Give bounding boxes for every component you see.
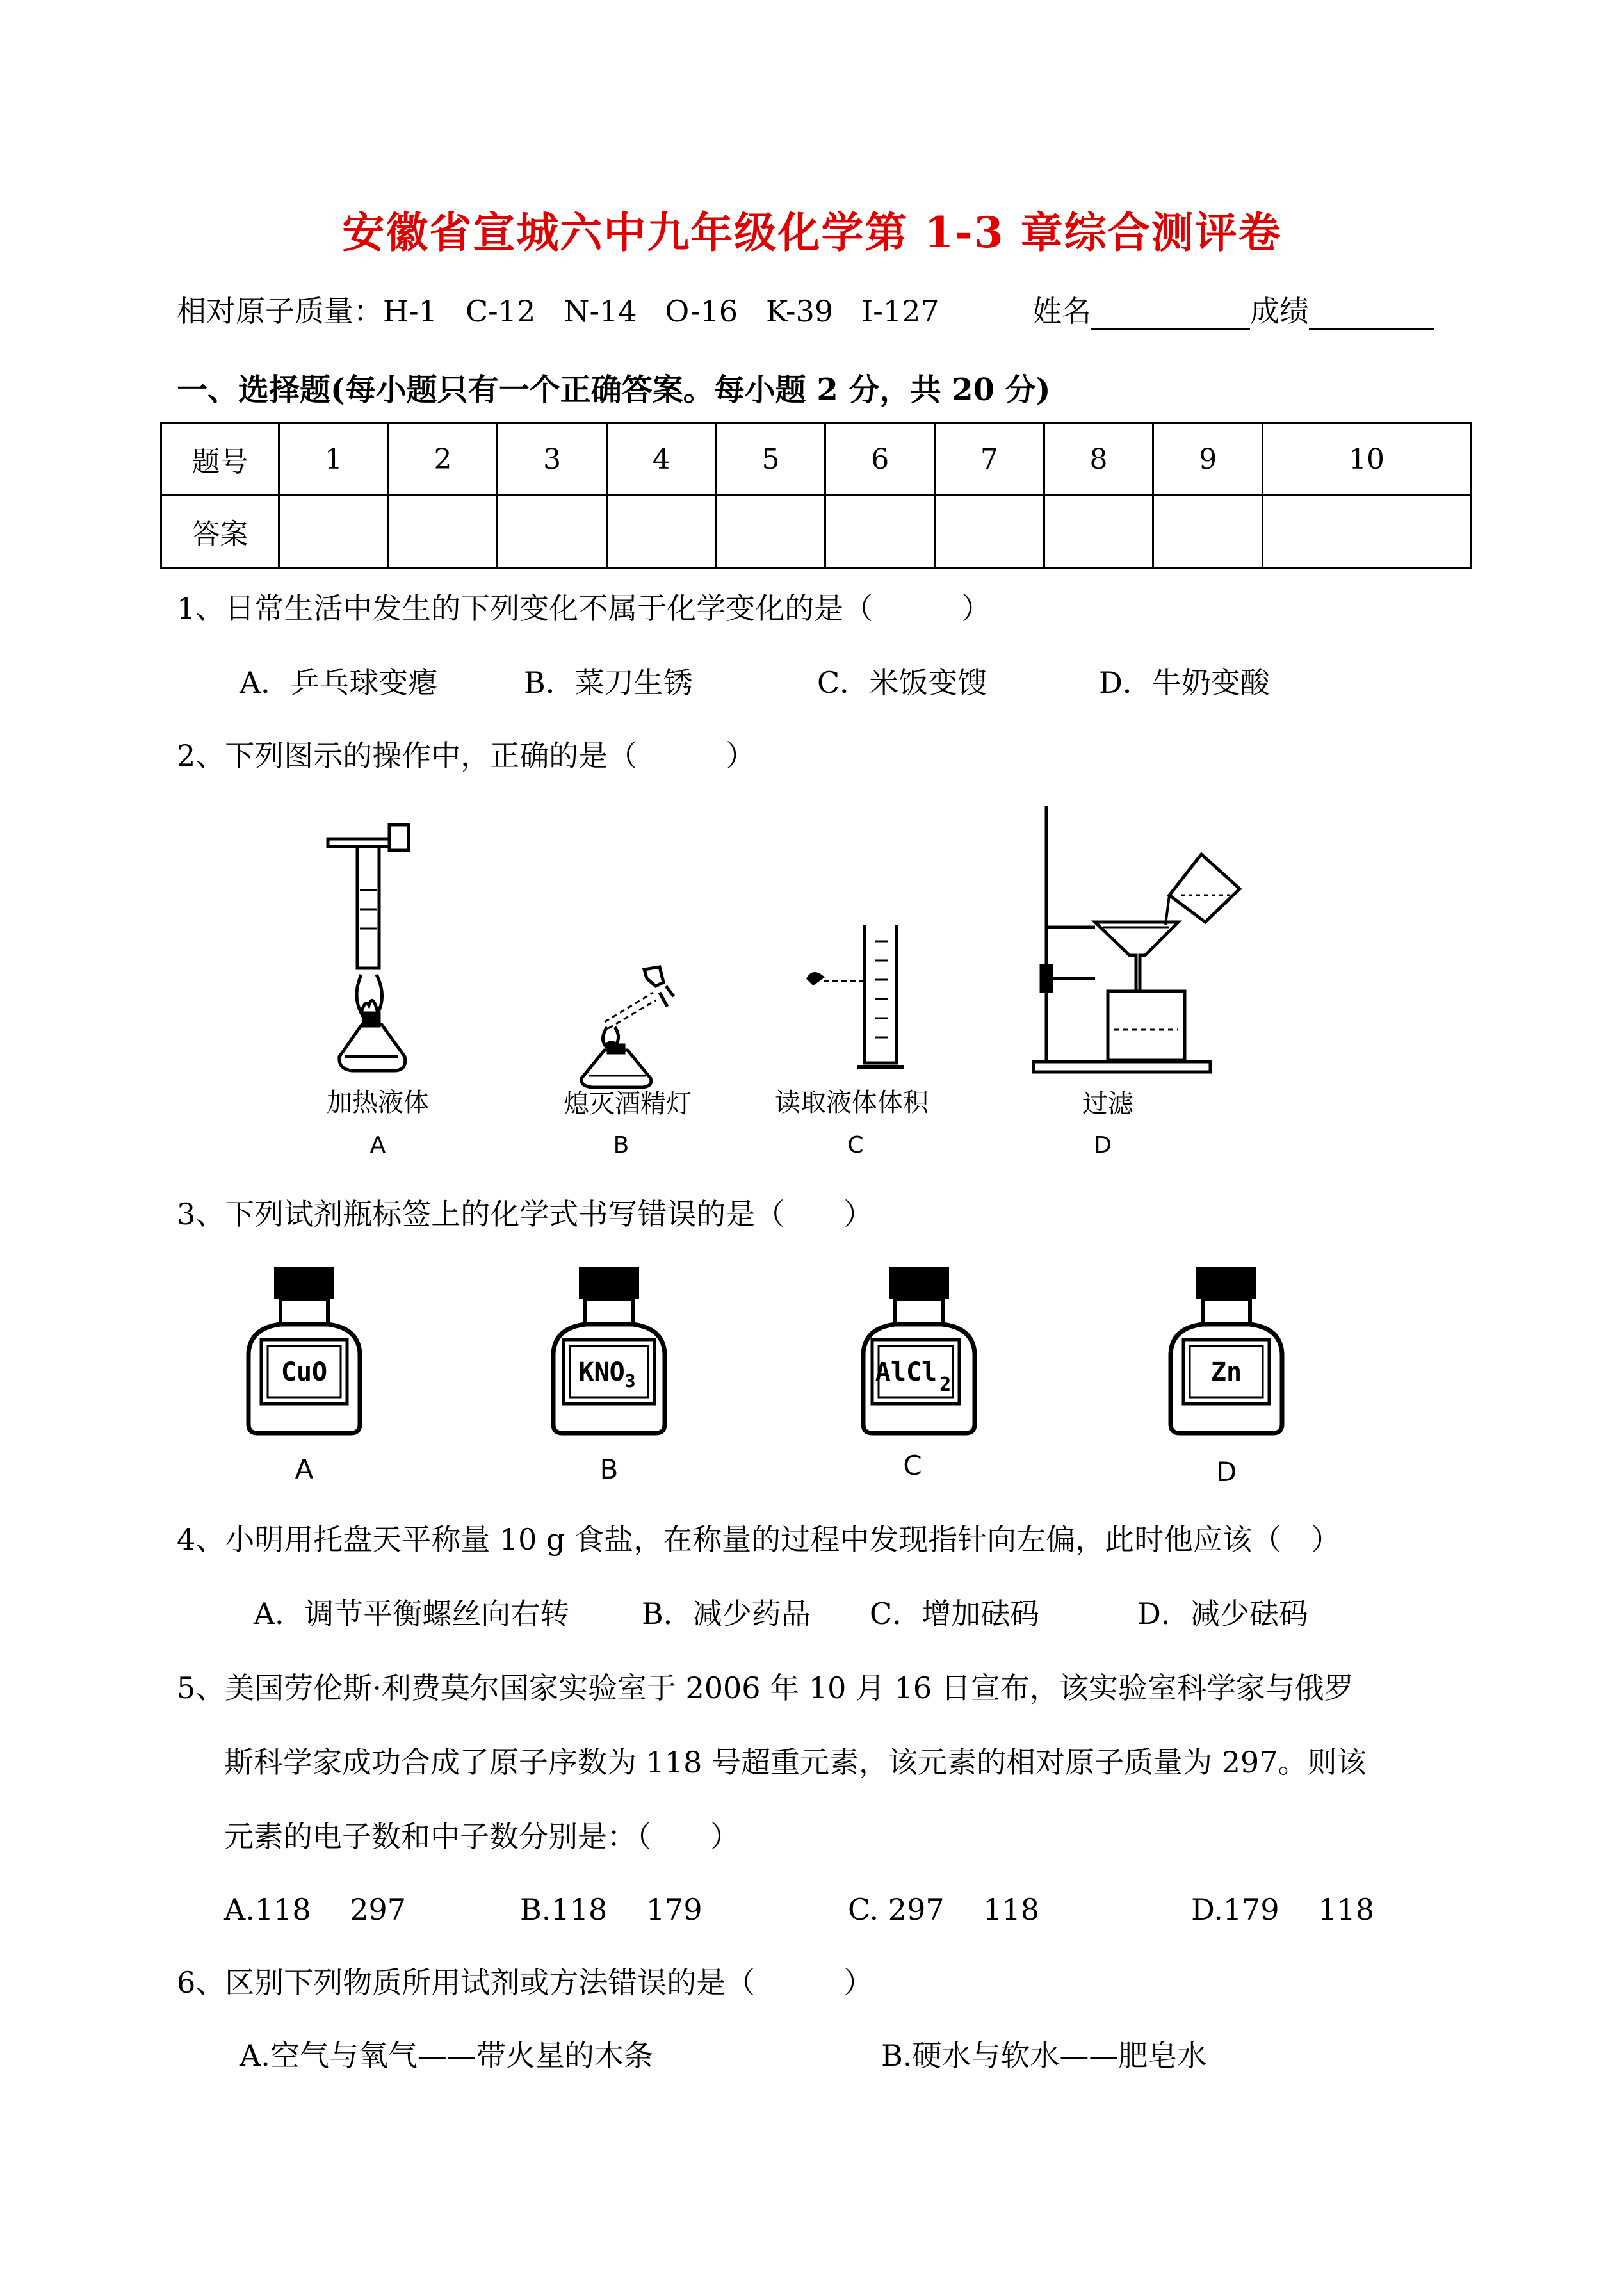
question-5-stem-line-3: 元素的电子数和中子数分别是：（ ）	[224, 1819, 740, 1854]
answer-cell[interactable]	[825, 496, 935, 568]
q6-option-b: B.硬水与软水——肥皂水	[881, 2038, 1207, 2073]
bottle-a-formula: CuO	[280, 1358, 328, 1387]
question-4-stem: 4、小明用托盘天平称量 10 g 食盐，在称量的过程中发现指针向左偏，此时他应该（ ）	[177, 1522, 1341, 1557]
mass-i: I-127	[861, 294, 939, 328]
fig-d-letter: D	[1094, 1132, 1112, 1158]
mass-k: K-39	[766, 294, 834, 328]
question-1-stem: 1、日常生活中发生的下列变化不属于化学变化的是（ ）	[177, 591, 991, 626]
q5-option-c: C. 297 118	[848, 1892, 1040, 1927]
table-row-answers	[161, 496, 1471, 568]
name-score-fields	[1032, 292, 1434, 330]
answer-cell[interactable]	[1263, 496, 1471, 568]
fig-a-label: 加热液体	[327, 1088, 429, 1117]
score-field[interactable]	[1309, 298, 1434, 330]
q1-option-b: B．菜刀生锈	[524, 665, 693, 700]
answer-cell[interactable]	[279, 496, 389, 568]
fig-b-letter: B	[613, 1132, 629, 1158]
question-number-cell: 4	[607, 423, 717, 496]
mass-n: N-14	[564, 294, 637, 328]
reagent-bottle-d	[1165, 1264, 1287, 1437]
extinguish-lamp-figure	[564, 961, 704, 1089]
score-label: 成绩	[1250, 294, 1309, 328]
q4-option-d: D．减少砝码	[1137, 1596, 1308, 1631]
q4-option-b: B．减少药品	[642, 1596, 811, 1631]
question-number-cell: 2	[388, 423, 498, 496]
bottle-c-letter: C	[903, 1450, 922, 1481]
q4-option-c: C．增加砝码	[870, 1596, 1040, 1631]
reagent-bottle-c	[858, 1264, 980, 1437]
row-label-number: 题号	[161, 423, 279, 496]
q1-option-c: C．米饭变馊	[817, 665, 987, 700]
question-number-cell: 6	[825, 423, 935, 496]
reagent-bottle-a	[243, 1264, 365, 1437]
bottle-b-formula: KNO	[578, 1358, 625, 1387]
reagent-bottle-b	[548, 1264, 670, 1437]
q1-option-a: A．乒乓球变瘪	[240, 665, 438, 700]
answer-table	[160, 422, 1472, 569]
name-field[interactable]	[1091, 298, 1250, 330]
question-5-stem-line-1: 5、美国劳伦斯·利费莫尔国家实验室于 2006 年 10 月 16 日宣布，该实验室科学家与俄罗	[177, 1671, 1354, 1705]
q5-option-b: B.118 179	[520, 1892, 702, 1927]
question-number-cell: 3	[498, 423, 607, 496]
answer-cell[interactable]	[1044, 496, 1153, 568]
read-volume-figure	[794, 916, 922, 1082]
answer-cell[interactable]	[1153, 496, 1263, 568]
bottle-b-letter: B	[599, 1454, 619, 1485]
atomic-masses-line	[177, 292, 939, 330]
mass-c: C-12	[465, 294, 536, 328]
question-3-stem: 3、下列试剂瓶标签上的化学式书写错误的是（ ）	[177, 1197, 873, 1231]
name-label: 姓名	[1032, 294, 1091, 328]
question-number-cell: 8	[1044, 423, 1153, 496]
bottle-a-letter: A	[295, 1454, 314, 1485]
page-title: 安徽省宣城六中九年级化学第 1-3 章综合测评卷	[342, 207, 1282, 257]
q5-option-d: D.179 118	[1191, 1892, 1375, 1927]
bottle-d-letter: D	[1215, 1456, 1237, 1488]
bottle-b-subscript: 3	[624, 1370, 636, 1391]
masses-label: 相对原子质量：	[177, 294, 383, 328]
q1-option-d: D．牛奶变酸	[1099, 665, 1270, 700]
q5-option-a: A.118 297	[224, 1892, 407, 1927]
answer-cell[interactable]	[607, 496, 717, 568]
question-number-cell: 5	[716, 423, 825, 496]
fig-b-label: 熄灭酒精灯	[564, 1089, 692, 1119]
question-6-stem: 6、区别下列物质所用试剂或方法错误的是（ ）	[177, 1965, 873, 2000]
q6-option-a: A.空气与氧气——带火星的木条	[240, 2038, 653, 2073]
q4-option-a: A．调节平衡螺丝向右转	[254, 1596, 570, 1631]
answer-cell[interactable]	[498, 496, 607, 568]
filtration-figure	[1025, 799, 1268, 1081]
heating-liquid-figure	[307, 813, 435, 1082]
fig-a-letter: A	[369, 1132, 386, 1158]
bottle-c-subscript: 2	[939, 1374, 952, 1396]
answer-cell[interactable]	[935, 496, 1044, 568]
row-label-answer: 答案	[161, 496, 279, 568]
question-number-cell: 7	[935, 423, 1044, 496]
answer-cell[interactable]	[388, 496, 498, 568]
question-2-stem: 2、下列图示的操作中，正确的是（ ）	[177, 738, 756, 773]
question-5-stem-line-2: 斯科学家成功合成了原子序数为 118 号超重元素，该元素的相对原子质量为 297。则该	[224, 1745, 1367, 1780]
mass-h: H-1	[383, 294, 437, 328]
answer-cell[interactable]	[716, 496, 825, 568]
section-heading: 一、选择题(每小题只有一个正确答案。每小题 2 分，共 20 分)	[177, 372, 1051, 408]
fig-c-label: 读取液体体积	[775, 1088, 929, 1117]
table-row-numbers	[161, 423, 1471, 496]
question-number-cell: 10	[1263, 423, 1471, 496]
mass-o: O-16	[665, 294, 738, 328]
fig-d-label: 过滤	[1082, 1089, 1133, 1119]
fig-c-letter: C	[847, 1132, 864, 1158]
bottle-c-formula: AlCl	[875, 1358, 938, 1387]
question-number-cell: 9	[1153, 423, 1263, 496]
question-number-cell: 1	[279, 423, 389, 496]
bottle-d-formula: Zn	[1210, 1358, 1242, 1387]
